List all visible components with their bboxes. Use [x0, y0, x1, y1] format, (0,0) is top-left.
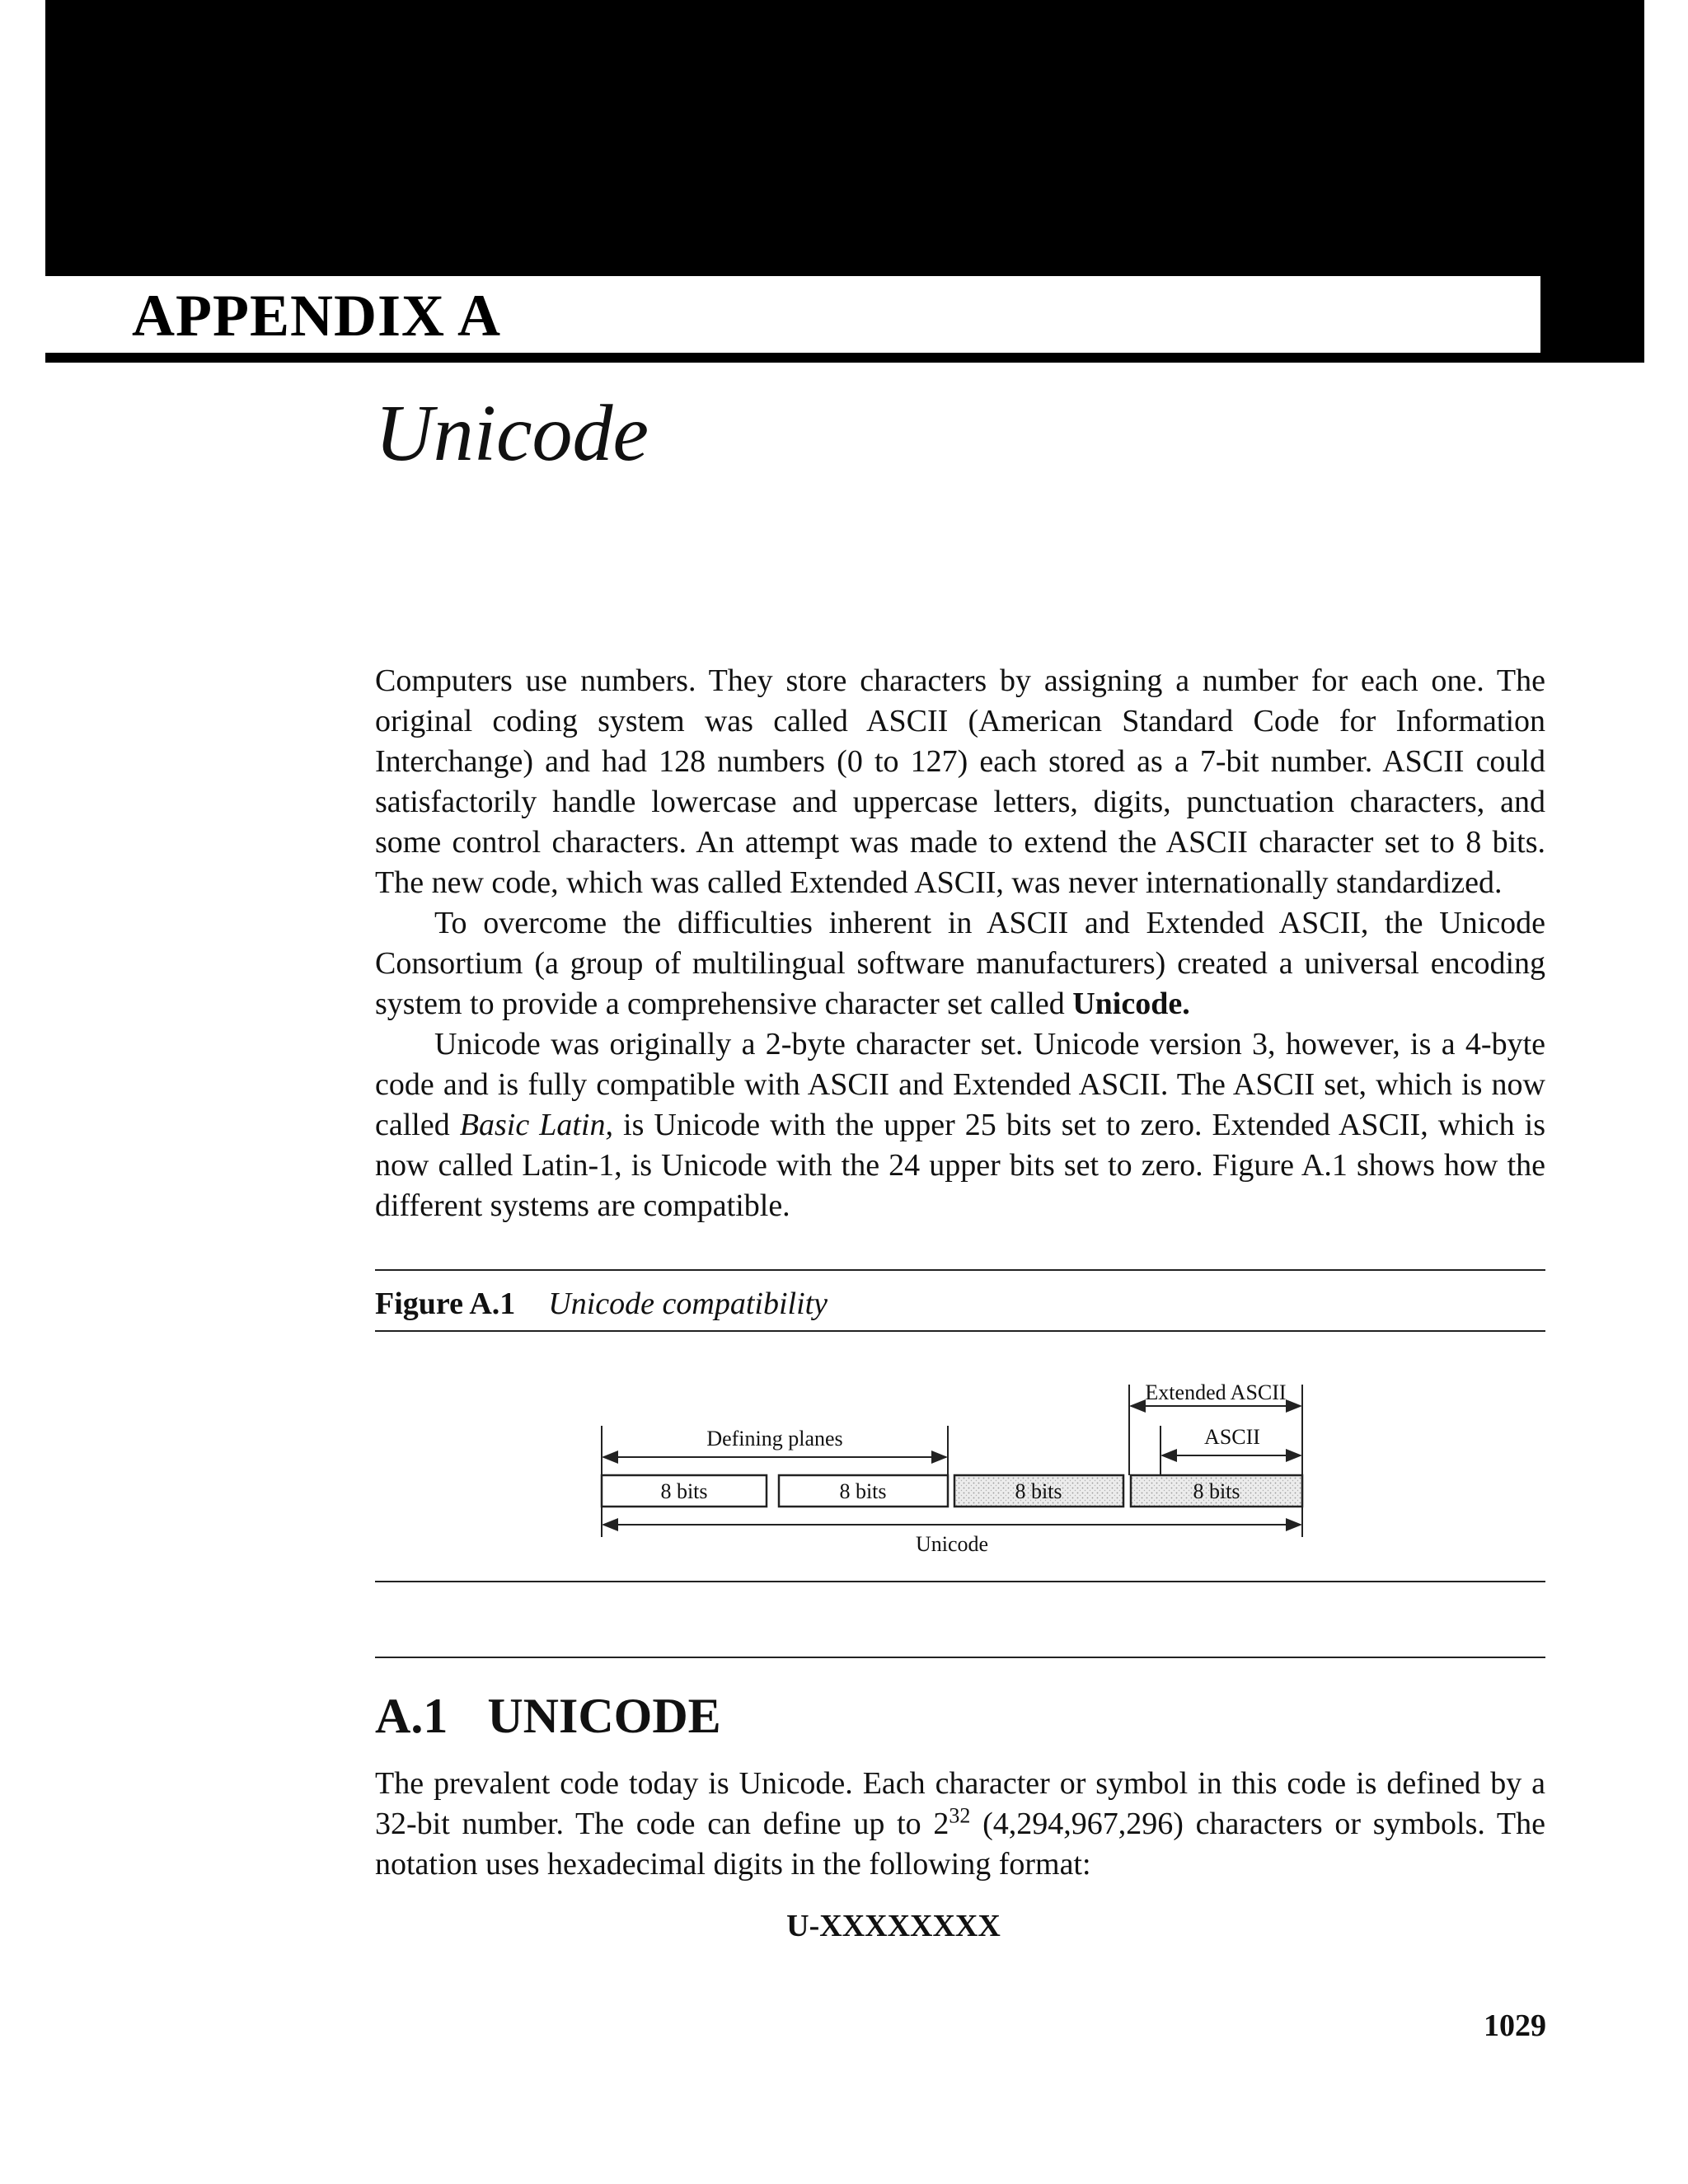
- figure-top-rule: [375, 1269, 1545, 1271]
- unicode-label: Unicode: [915, 1532, 989, 1556]
- section-paragraph-text-b: (4,294,967,296) characters or symbols. The notation uses hexadecimal digits in the following format:: [375, 1807, 1546, 1882]
- intro-paragraph-3-text-b: is Unicode with the upper 25 bits set to zero. Extended ASCII, which is now called Latin-1, is Unicode with the 24 upper bits set to zero. Figure A.1 shows how the different systems are compatible.: [375, 1108, 1545, 1223]
- intro-paragraph-3: [375, 1024, 1545, 1226]
- exponent: 32: [949, 1803, 971, 1828]
- section-heading: [375, 1688, 721, 1745]
- section-paragraph: [375, 1764, 1545, 1885]
- intro-paragraph-3-text-a: Unicode was originally a 2-byte character set. Unicode version 3, however, is a 4-byte code and is fully compatible with ASCII and Extended ASCII. The ASCII set, which is now called: [375, 1027, 1545, 1142]
- cell-byte-1-label: 8 bits: [660, 1479, 708, 1503]
- appendix-label: APPENDIX A: [132, 283, 502, 349]
- unicode-term: Unicode.: [1072, 987, 1190, 1021]
- section-top-rule: [375, 1657, 1545, 1658]
- section-title: UNICODE: [487, 1689, 721, 1743]
- intro-text: [375, 661, 1545, 1226]
- cell-byte-4-label: 8 bits: [1193, 1479, 1240, 1503]
- defining-planes-label: Defining planes: [706, 1427, 843, 1451]
- appendix-rule: [45, 353, 1644, 363]
- basic-latin-term: Basic Latin,: [459, 1108, 613, 1142]
- intro-paragraph-1: Computers use numbers. They store characters by assigning a number for each one. The original coding system was called ASCII (American Standard Code for Information Interchange) and had 128 numbers (0 to 127) each stored as a 7-bit number. ASCII could satisfactorily handle lowercase and uppercase letters, digits, punctuation characters, and some control characters. An attempt was made to extend the ASCII character set to 8 bits. The new code, which was called Extended ASCII, was never internationally standardized.: [375, 663, 1545, 900]
- extended-ascii-label: Extended ASCII: [1145, 1380, 1287, 1404]
- cell-byte-2-label: 8 bits: [839, 1479, 887, 1503]
- figure-caption-rule: [375, 1330, 1545, 1332]
- page-number: 1029: [1484, 2008, 1546, 2043]
- notation-text: U-XXXXXXXX: [786, 1909, 1001, 1943]
- figure-bottom-rule: [375, 1581, 1545, 1582]
- intro-paragraph-2-text: To overcome the difficulties inherent in ASCII and Extended ASCII, the Unicode Consortium (a group of multilingual software manufacturers) created a universal encoding system to provide a comprehensive character set called: [375, 906, 1545, 1021]
- figure-title: Unicode compatibility: [548, 1286, 828, 1321]
- figure-caption: [375, 1286, 828, 1322]
- section-number: A.1: [375, 1689, 448, 1743]
- ascii-label: ASCII: [1204, 1425, 1260, 1449]
- section-body: [375, 1764, 1545, 1885]
- section-paragraph-text-a: The prevalent code today is Unicode. Each character or symbol in this code is defined by a 32-bit number. The code can define up to 2: [375, 1766, 1545, 1841]
- unicode-compatibility-diagram: [577, 1368, 1352, 1566]
- header-black-band: [45, 0, 1644, 276]
- chapter-title: Unicode: [375, 389, 649, 478]
- figure-label: Figure A.1: [375, 1286, 516, 1321]
- notation-format: [0, 1908, 1688, 1944]
- cell-byte-3-label: 8 bits: [1015, 1479, 1062, 1503]
- intro-paragraph-2: [375, 903, 1545, 1024]
